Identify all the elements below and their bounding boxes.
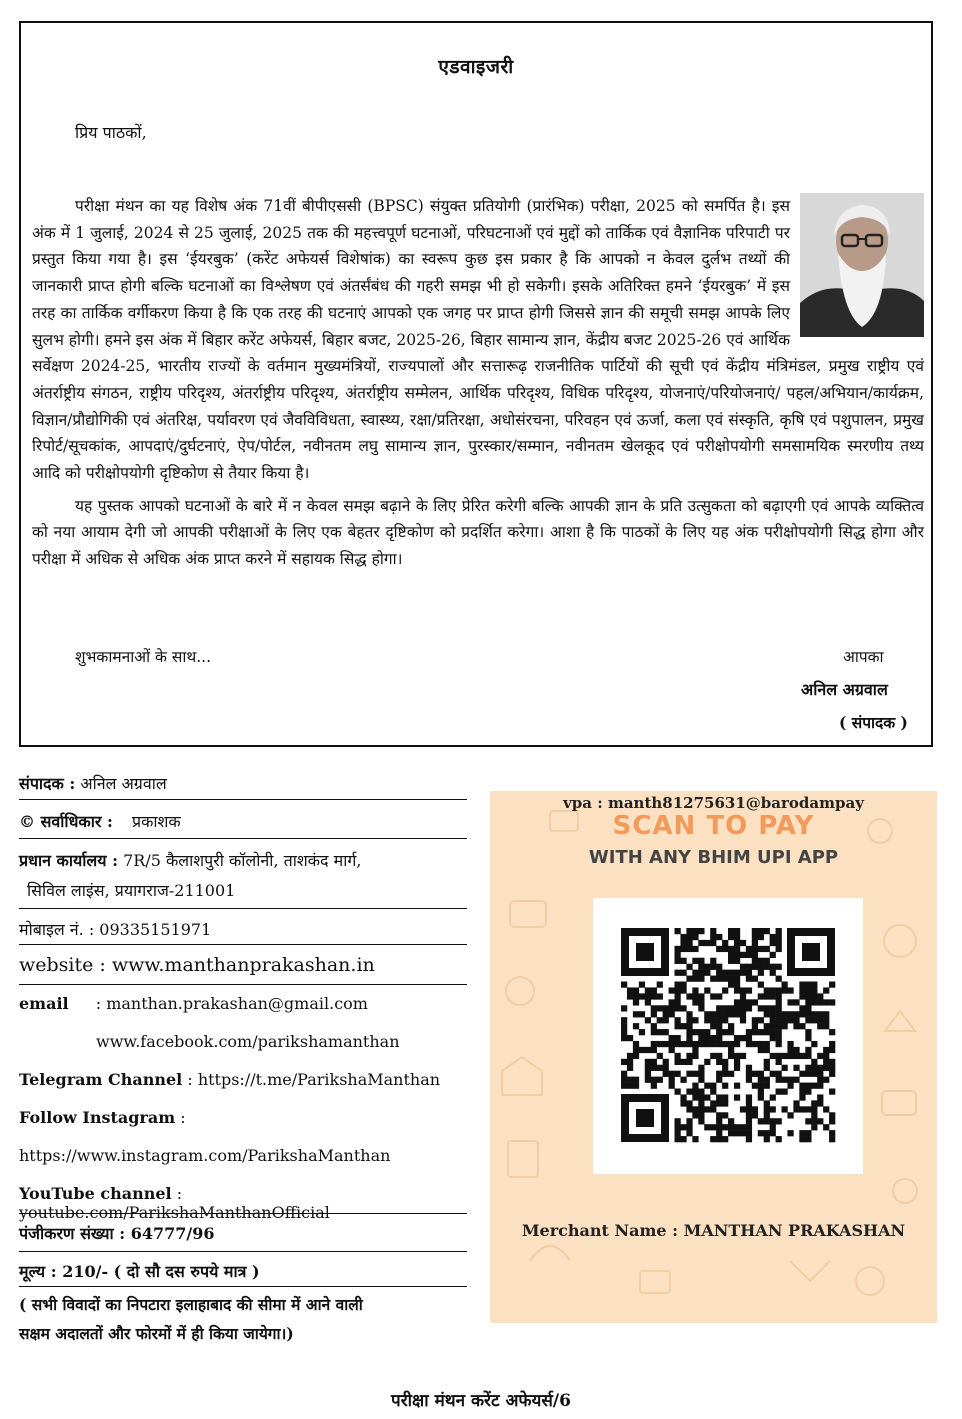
advisory-yours: आपका [843,648,884,666]
youtube-row [19,1184,467,1222]
office-row [19,849,467,871]
telegram-label: Telegram Channel [19,1070,183,1089]
advisory-body [32,193,924,579]
instagram-colon: : [175,1108,186,1127]
youtube-link[interactable]: : youtube.com/ParikshaManthanOfficial [19,1184,330,1222]
divider [19,1251,467,1252]
disclaimer-line2: सक्षम अदालतों और फोरमों में ही किया जायेगा।) [19,1324,294,1343]
divider [19,799,467,800]
advisory-paragraph: यह पुस्तक आपको घटनाओं के बारे में न केवल समझ बढ़ाने के लिए प्रेरित करेगी बल्कि आपकी ज्ञान के प्रति उत्सुकता को बढ़ाएगी एवं आपके व्यक्तित्व को नया आयाम देगी जो आपकी परीक्षाओं के लिए एक बेहतर दृष्टिकोण को प्रदर्शित करेगा। आशा है कि पाठकों के लिए यह अंक परीक्षोपयोगी सिद्ध होगा और परीक्षा में अधिक से अधिक अंक प्राप्त करने में सहायक सिद्ध होगा। [32,496,924,569]
email-row [19,994,467,1013]
email-label: email [19,994,69,1013]
advisory-title: एडवाइजरी [438,56,514,78]
copyright-label: © सर्वाधिकार : [19,812,113,831]
editor-row [19,772,467,794]
telegram-link[interactable]: : https://t.me/ParikshaManthan [182,1070,441,1089]
advisory-paragraph: परीक्षा मंथन का यह विशेष अंक 71वीं बीपीएससी (BPSC) संयुक्त प्रतियोगी (प्रारंभिक) परीक्षा, 2025 को समर्पित है। इस अंक में 1 जुलाई, 2024 से 25 जुलाई, 2025 तक की महत्त्वपूर्ण घटनाओं, परिघटनाओं एवं मुद्दों को तार्किक एवं वैज्ञानिक परिपाटी पर प्रस्तुत किया गया है। इस ‘ईयरबुक’ (करेंट अफेयर्स विशेषांक) का स्वरूप कुछ इस प्रकार है कि आपको न केवल दुर्लभ तथ्यों की जानकारी प्राप्त होगी बल्कि घटनाओं का विश्लेषण एवं अंतर्संबंध की गहरी समझ भी हो सकेगी। इसके अतिरिक्त हमने ‘ईयरबुक’ में इस तरह का तार्किक वर्गीकरण किया है कि एक तरह की घटनाएं आपको एक जगह पर प्राप्त होगी जिससे ज्ञान की समूची समझ आपके लिए सुलभ होगी। हमने इस अंक में बिहार करेंट अफेयर्स, बिहार बजट, 2025-26, बिहार सामान्य ज्ञान, केंद्रीय बजट 2025-26 एवं आर्थिक सर्वेक्षण 2024-25, भारतीय राज्यों के वर्तमान मुख्यमंत्रियों, राज्यपालों और सत्तारूढ़ राजनीतिक पार्टियों की सूची एवं केंद्रीय मंत्रिमंडल, प्रमुख राष्ट्रीय एवं अंतर्राष्ट्रीय संगठन, राष्ट्रीय परिदृश्य, अंतर्राष्ट्रीय परिदृश्य, अंतर्राष्ट्रीय सम्मेलन, आर्थिक परिदृश्य, विधिक परिदृश्य, योजनाएं/परियोजनाएं/ पहल/अभियान/कार्यक्रम, विज्ञान/प्रौद्योगिकी एवं अंतरिक्ष, पर्यावरण एवं जैवविविधता, स्वास्थ्य, रक्षा/प्रतिरक्षा, अधोसंरचना, परिवहन एवं ऊर्जा, कला एवं संस्कृति, कृषि एवं पशुपालन, प्रमुख रिपोर्ट/सूचकांक, आपदाएं/दुर्घटनाएं, ऐप/पोर्टल, नवीनतम लघु सामान्य ज्ञान, पुरस्कार/सम्मान, नवीनतम खेलकूद एवं परीक्षोपयोगी समसामयिक स्मरणीय तथ्य आदि को परीक्षोपयोगी दृष्टिकोण से तैयार किया है। [32,197,924,483]
editor-value: अनिल अग्रवाल [80,774,167,793]
divider [19,838,467,839]
office-label: प्रधान कार्यालय : [19,851,118,870]
divider [19,1213,467,1214]
divider [19,908,467,909]
instagram-row [19,1108,467,1127]
editor-portrait [800,193,924,337]
qr-code[interactable] [593,898,863,1174]
price: मूल्य : 210/- ( दो सौ दस रुपये मात्र ) [19,1262,260,1281]
advisory-greeting: प्रिय पाठकों, [75,123,147,142]
mobile-number: मोबाइल नं. : 09335151971 [19,920,212,939]
telegram-row [19,1070,467,1089]
instagram-label: Follow Instagram [19,1108,176,1127]
facebook-link[interactable]: www.facebook.com/parikshamanthan [96,1032,400,1051]
registration-number: पंजीकरण संख्या : 64777/96 [19,1224,215,1243]
office-line2: सिविल लाइंस, प्रयागराज-211001 [27,881,236,900]
upi-vpa: vpa : manth81275631@barodampay [563,794,864,812]
youtube-label: YouTube channel [19,1184,172,1203]
editor-signature-name: अनिल अग्रवाल [801,680,888,699]
upi-payment-panel [490,791,937,1323]
instagram-link[interactable]: https://www.instagram.com/ParikshaManthan [19,1146,391,1165]
email-link[interactable]: : manthan.prakashan@gmail.com [95,994,368,1013]
website-link[interactable]: website : www.manthanprakashan.in [19,954,375,976]
divider [19,984,467,985]
merchant-name: Merchant Name : MANTHAN PRAKASHAN [521,1221,906,1240]
qr-code-card [593,898,863,1174]
office-line1: 7R/5 कैलाशपुरी कॉलोनी, ताशकंद मार्ग, [123,851,362,870]
disclaimer-line1: ( सभी विवादों का निपटारा इलाहाबाद की सीमा में आने वाली [19,1295,363,1314]
scan-subtitle: WITH ANY BHIM UPI APP [588,847,839,868]
divider [19,1286,467,1287]
editor-label: संपादक : [19,774,76,793]
copyright-value: प्रकाशक [131,812,181,831]
copyright-row [19,810,467,832]
page-footer: परीक्षा मंथन करेंट अफेयर्स/6 [391,1391,571,1411]
editor-signature-role: ( संपादक ) [839,713,908,732]
disclaimer [19,1290,467,1348]
divider [19,944,467,945]
advisory-box [19,21,933,747]
scan-to-pay-title: SCAN TO PAY [612,811,815,841]
advisory-closing: शुभकामनाओं के साथ... [75,648,212,666]
